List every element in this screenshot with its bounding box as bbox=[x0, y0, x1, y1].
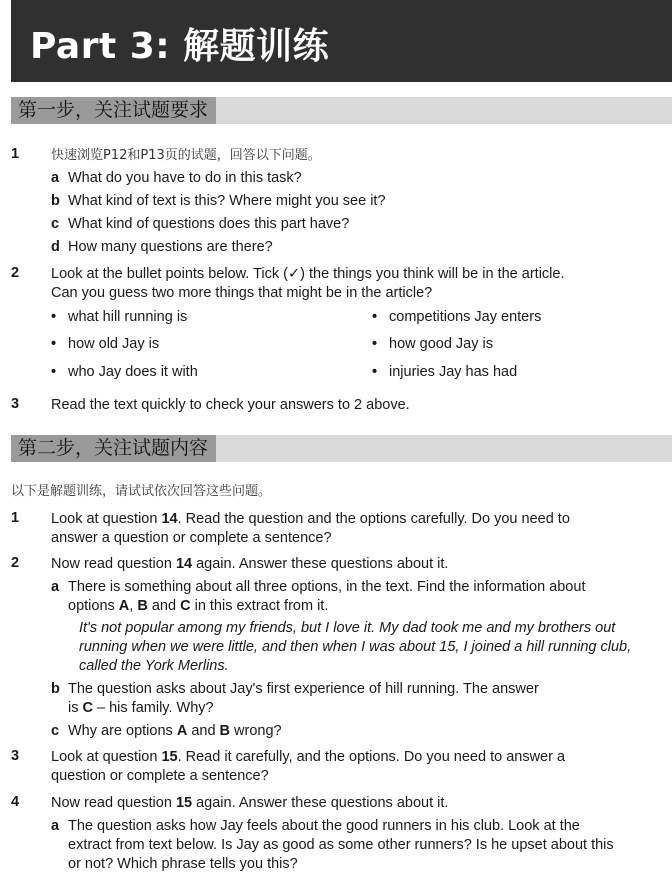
question-text: 快速浏览P12和P13页的试题，回答以下问题。 bbox=[51, 148, 321, 163]
sub-letter: b bbox=[51, 193, 60, 209]
question-number: 4 bbox=[11, 794, 20, 810]
question-text: Now read question 15 again. Answer these questions about it. bbox=[51, 795, 449, 811]
question-text: Now read question 14 again. Answer these questions about it. bbox=[51, 556, 449, 572]
sub-text: How many questions are there? bbox=[68, 239, 273, 255]
bullet-icon: • bbox=[372, 309, 378, 325]
sub-text: What do you have to do in this task? bbox=[68, 170, 302, 186]
page-header bbox=[11, 0, 672, 82]
sub-question-continued: is C – his family. Why? bbox=[68, 700, 214, 716]
page-title: Part 3: 解题训练 bbox=[30, 26, 330, 67]
question-text: Look at the bullet points below. Tick (✓) the things you think will be in the article. bbox=[51, 266, 565, 282]
bullet-item: • competitions Jay enters bbox=[372, 309, 542, 325]
sub-text: What kind of questions does this part have? bbox=[68, 216, 350, 232]
bullet-item: • who Jay does it with bbox=[51, 364, 198, 380]
sub-question bbox=[51, 215, 349, 234]
question-text: answer a question or complete a sentence? bbox=[51, 530, 332, 546]
sub-question-continued: extract from text below. Is Jay as good as some other runners? Is he upset about this bbox=[68, 837, 614, 853]
sub-letter: a bbox=[51, 818, 60, 834]
question-text: Look at question 15. Read it carefully, and the options. Do you need to answer a bbox=[51, 749, 566, 765]
intro-text: 以下是解题训练，请试试依次回答这些问题。 bbox=[11, 484, 272, 499]
bullet-icon: • bbox=[51, 336, 57, 352]
sub-question: c Why are options A and B wrong? bbox=[51, 723, 282, 739]
sub-question: b The question asks about Jay's first experience of hill running. The answer bbox=[51, 681, 539, 697]
sub-question: a There is something about all three options, in the text. Find the information about bbox=[51, 579, 586, 595]
section-heading-step1: 第一步，关注试题要求 bbox=[11, 97, 216, 124]
question-number: 3 bbox=[11, 748, 20, 764]
text-extract-quote: It's not popular among my friends, but I love it. My dad took me and my brothers out running when we were little, and then when I was about 15, I joined a hill running club, called the York Merlins. bbox=[79, 620, 632, 674]
bullet-icon: • bbox=[51, 309, 57, 325]
section-heading-step2: 第二步，关注试题内容 bbox=[11, 435, 216, 462]
bullet-icon: • bbox=[372, 336, 378, 352]
sub-letter: c bbox=[51, 216, 60, 232]
question-text: Read the text quickly to check your answers to 2 above. bbox=[51, 397, 410, 413]
sub-question bbox=[51, 169, 302, 188]
sub-letter: d bbox=[51, 239, 60, 255]
bullet-item: • how good Jay is bbox=[372, 336, 493, 352]
bullet-icon: • bbox=[372, 364, 378, 380]
question-text: Can you guess two more things that might be in the article? bbox=[51, 285, 433, 301]
bullet-item: • what hill running is bbox=[51, 309, 188, 325]
question-number: 1 bbox=[11, 510, 20, 526]
sub-question bbox=[51, 238, 273, 257]
sub-text: What kind of text is this? Where might you see it? bbox=[68, 193, 386, 209]
bullet-item: • injuries Jay has had bbox=[372, 364, 518, 380]
sub-question bbox=[51, 192, 386, 211]
sub-question-continued: or not? Which phrase tells you this? bbox=[68, 856, 298, 872]
sub-question-continued: options A, B and C in this extract from it. bbox=[68, 598, 329, 614]
bullet-icon: • bbox=[51, 364, 57, 380]
sub-question: a The question asks how Jay feels about the good runners in his club. Look at the bbox=[51, 818, 580, 834]
question-number: 1 bbox=[11, 146, 20, 162]
question-number: 2 bbox=[11, 265, 20, 281]
question-text: question or complete a sentence? bbox=[51, 768, 269, 784]
sub-letter: b bbox=[51, 681, 60, 697]
sub-letter: a bbox=[51, 170, 60, 186]
sub-letter: a bbox=[51, 579, 60, 595]
question-text: Look at question 14. Read the question and the options carefully. Do you need to bbox=[51, 511, 570, 527]
question-number: 2 bbox=[11, 555, 20, 571]
question-number: 3 bbox=[11, 396, 20, 412]
bullet-item: • how old Jay is bbox=[51, 336, 160, 352]
sub-letter: c bbox=[51, 723, 60, 739]
